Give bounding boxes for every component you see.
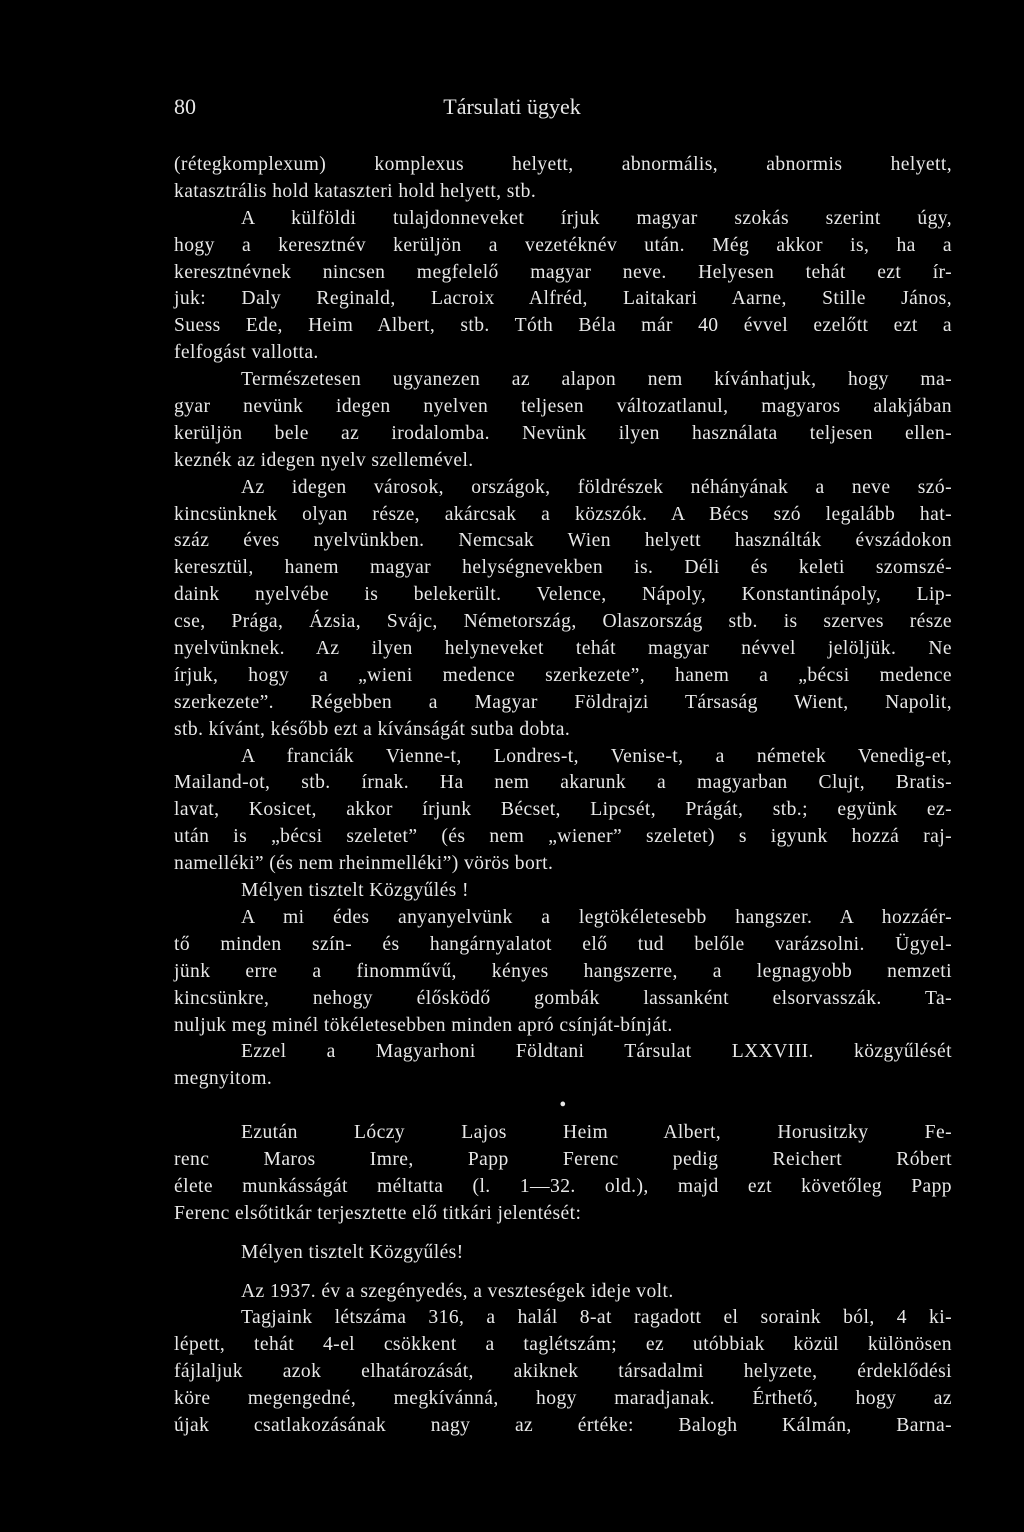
text-line: keresztül, hanem magyar helységnevekben is. Déli és keleti szomszé- [174, 557, 952, 579]
text-line: gyar nevünk idegen nyelven teljesen változatlanul, magyaros alakjában [174, 396, 952, 418]
running-header [0, 90, 1024, 126]
text-line: fájlaljuk azok elhatározását, akiknek társadalmi helyzete, érdeklődési [174, 1361, 952, 1383]
text-line: renc Maros Imre, Papp Ferenc pedig Reichert Róbert [174, 1148, 952, 1170]
paragraph-gap [174, 1267, 952, 1279]
text-line: Ezzel a Magyarhoni Földtani Társulat LXXVIII. közgyűlését [241, 1041, 952, 1063]
text-line: lépett, tehát 4-el csökkent a taglétszám; ez utóbbiak közül különösen [174, 1334, 952, 1356]
running-title: Társulati ügyek [443, 94, 581, 119]
text-line: hogy a keresztnév kerüljön a vezetéknév után. Még akkor is, ha a [174, 234, 952, 256]
text-line: Mailand-ot, stb. írnak. Ha nem akarunk a magyarban Clujt, Bratis- [174, 772, 952, 794]
text-line: köre megengedné, megkívánná, hogy maradjanak. Érthető, hogy az [174, 1388, 952, 1410]
text-line: írjuk, hogy a „wieni medence szerkezete”, hanem a „bécsi medence [174, 664, 952, 686]
text-line: juk: Daly Reginald, Lacroix Alfréd, Laitakari Aarne, Stille János, [174, 288, 952, 310]
text-line: élete munkásságát méltatta (l. 1—32. old.), majd ezt követőleg Papp [174, 1175, 952, 1197]
page-number: 80 [174, 94, 196, 119]
text-line: újak csatlakozásának nagy az értéke: Balogh Kálmán, Barna- [174, 1414, 952, 1436]
text-line: cse, Prága, Ázsia, Svájc, Németország, Olaszország stb. is szerves része [174, 611, 952, 633]
text-line: Mélyen tisztelt Közgyűlés! [241, 1241, 464, 1263]
text-line: namelléki” (és nem rheinmelléki”) vörös bort. [174, 853, 554, 875]
text-line: daink nyelvébe is belekerült. Velence, Nápoly, Konstantinápoly, Lip- [174, 584, 952, 606]
text-line: Suess Ede, Heim Albert, stb. Tóth Béla már 40 évvel ezelőtt ezt a [174, 315, 952, 337]
text-line: után is „bécsi szeletet” (és nem „wiener” szeletet) s igyunk hozzá raj- [174, 826, 952, 848]
text-line: nuljuk meg minél tökéletesebben minden apró csínját-bínját. [174, 1014, 673, 1036]
text-line: A mi édes anyanyelvünk a legtökéletesebb hangszer. A hozzáér- [241, 906, 952, 928]
text-line: • [559, 1095, 567, 1117]
text-line: (rétegkomplexum) komplexus helyett, abnormális, abnormis helyett, [174, 154, 952, 175]
text-line: Az 1937. év a szegényedés, a veszteségek ideje volt. [241, 1280, 674, 1302]
text-line: A franciák Vienne-t, Londres-t, Venise-t, a németek Venedig-et, [241, 745, 952, 767]
text-line: tő minden szín- és hangárnyalatot elő tud belőle varázsolni. Ügyel- [174, 933, 952, 955]
body-text [174, 152, 952, 1440]
text-line: stb. kívánt, később ezt a kívánságát sutba dobta. [174, 718, 571, 740]
text-line: kincsünknek olyan része, akárcsak a közszók. A Bécs szó legalább hat- [174, 503, 952, 525]
text-line: keresztnévnek nincsen megfelelő magyar neve. Helyesen tehát ezt ír- [174, 261, 952, 283]
text-line: kerüljön bele az irodalomba. Nevünk ilyen használata teljesen ellen- [174, 422, 952, 444]
text-line: kincsünkre, nehogy élősködő gombák lassanként elsorvasszák. Ta- [174, 987, 952, 1009]
text-line: keznék az idegen nyelv szellemével. [174, 449, 474, 471]
text-line: A külföldi tulajdonneveket írjuk magyar szokás szerint úgy, [241, 207, 952, 229]
text-line: felfogást vallotta. [174, 342, 319, 364]
text-line: Ezután Lóczy Lajos Heim Albert, Horusitzky Fe- [241, 1122, 952, 1144]
text-line: Tagjaink létszáma 316, a halál 8-at ragadott el soraink ból, 4 ki- [241, 1307, 952, 1329]
text-line: nyelvünknek. Az ilyen helyneveket tehát magyar névvel jelöljük. Ne [174, 638, 952, 660]
text-line: száz éves nyelvünkben. Nemcsak Wien helyett használták évszádokon [174, 530, 952, 552]
text-line: Az idegen városok, országok, földrészek néhányának a neve szó- [241, 476, 952, 498]
text-line: Mélyen tisztelt Közgyűlés ! [241, 880, 469, 902]
text-line: Ferenc elsőtitkár terjesztette elő titkári jelentését: [174, 1202, 582, 1224]
text-line: megnyitom. [174, 1068, 273, 1090]
paragraph-gap [174, 1228, 952, 1240]
text-line: szerkezete”. Régebben a Magyar Földrajzi Társaság Wient, Napolit, [174, 691, 952, 713]
text-line: katasztrális hold kataszteri hold helyett, stb. [174, 180, 537, 202]
text-line: jünk erre a finomművű, kényes hangszerre, a legnagyobb nemzeti [174, 960, 952, 982]
text-line: lavat, Kosicet, akkor írjunk Bécset, Lipcsét, Prágát, stb.; együnk ez- [174, 799, 952, 821]
text-line: Természetesen ugyanezen az alapon nem kívánhatjuk, hogy ma- [241, 369, 952, 391]
